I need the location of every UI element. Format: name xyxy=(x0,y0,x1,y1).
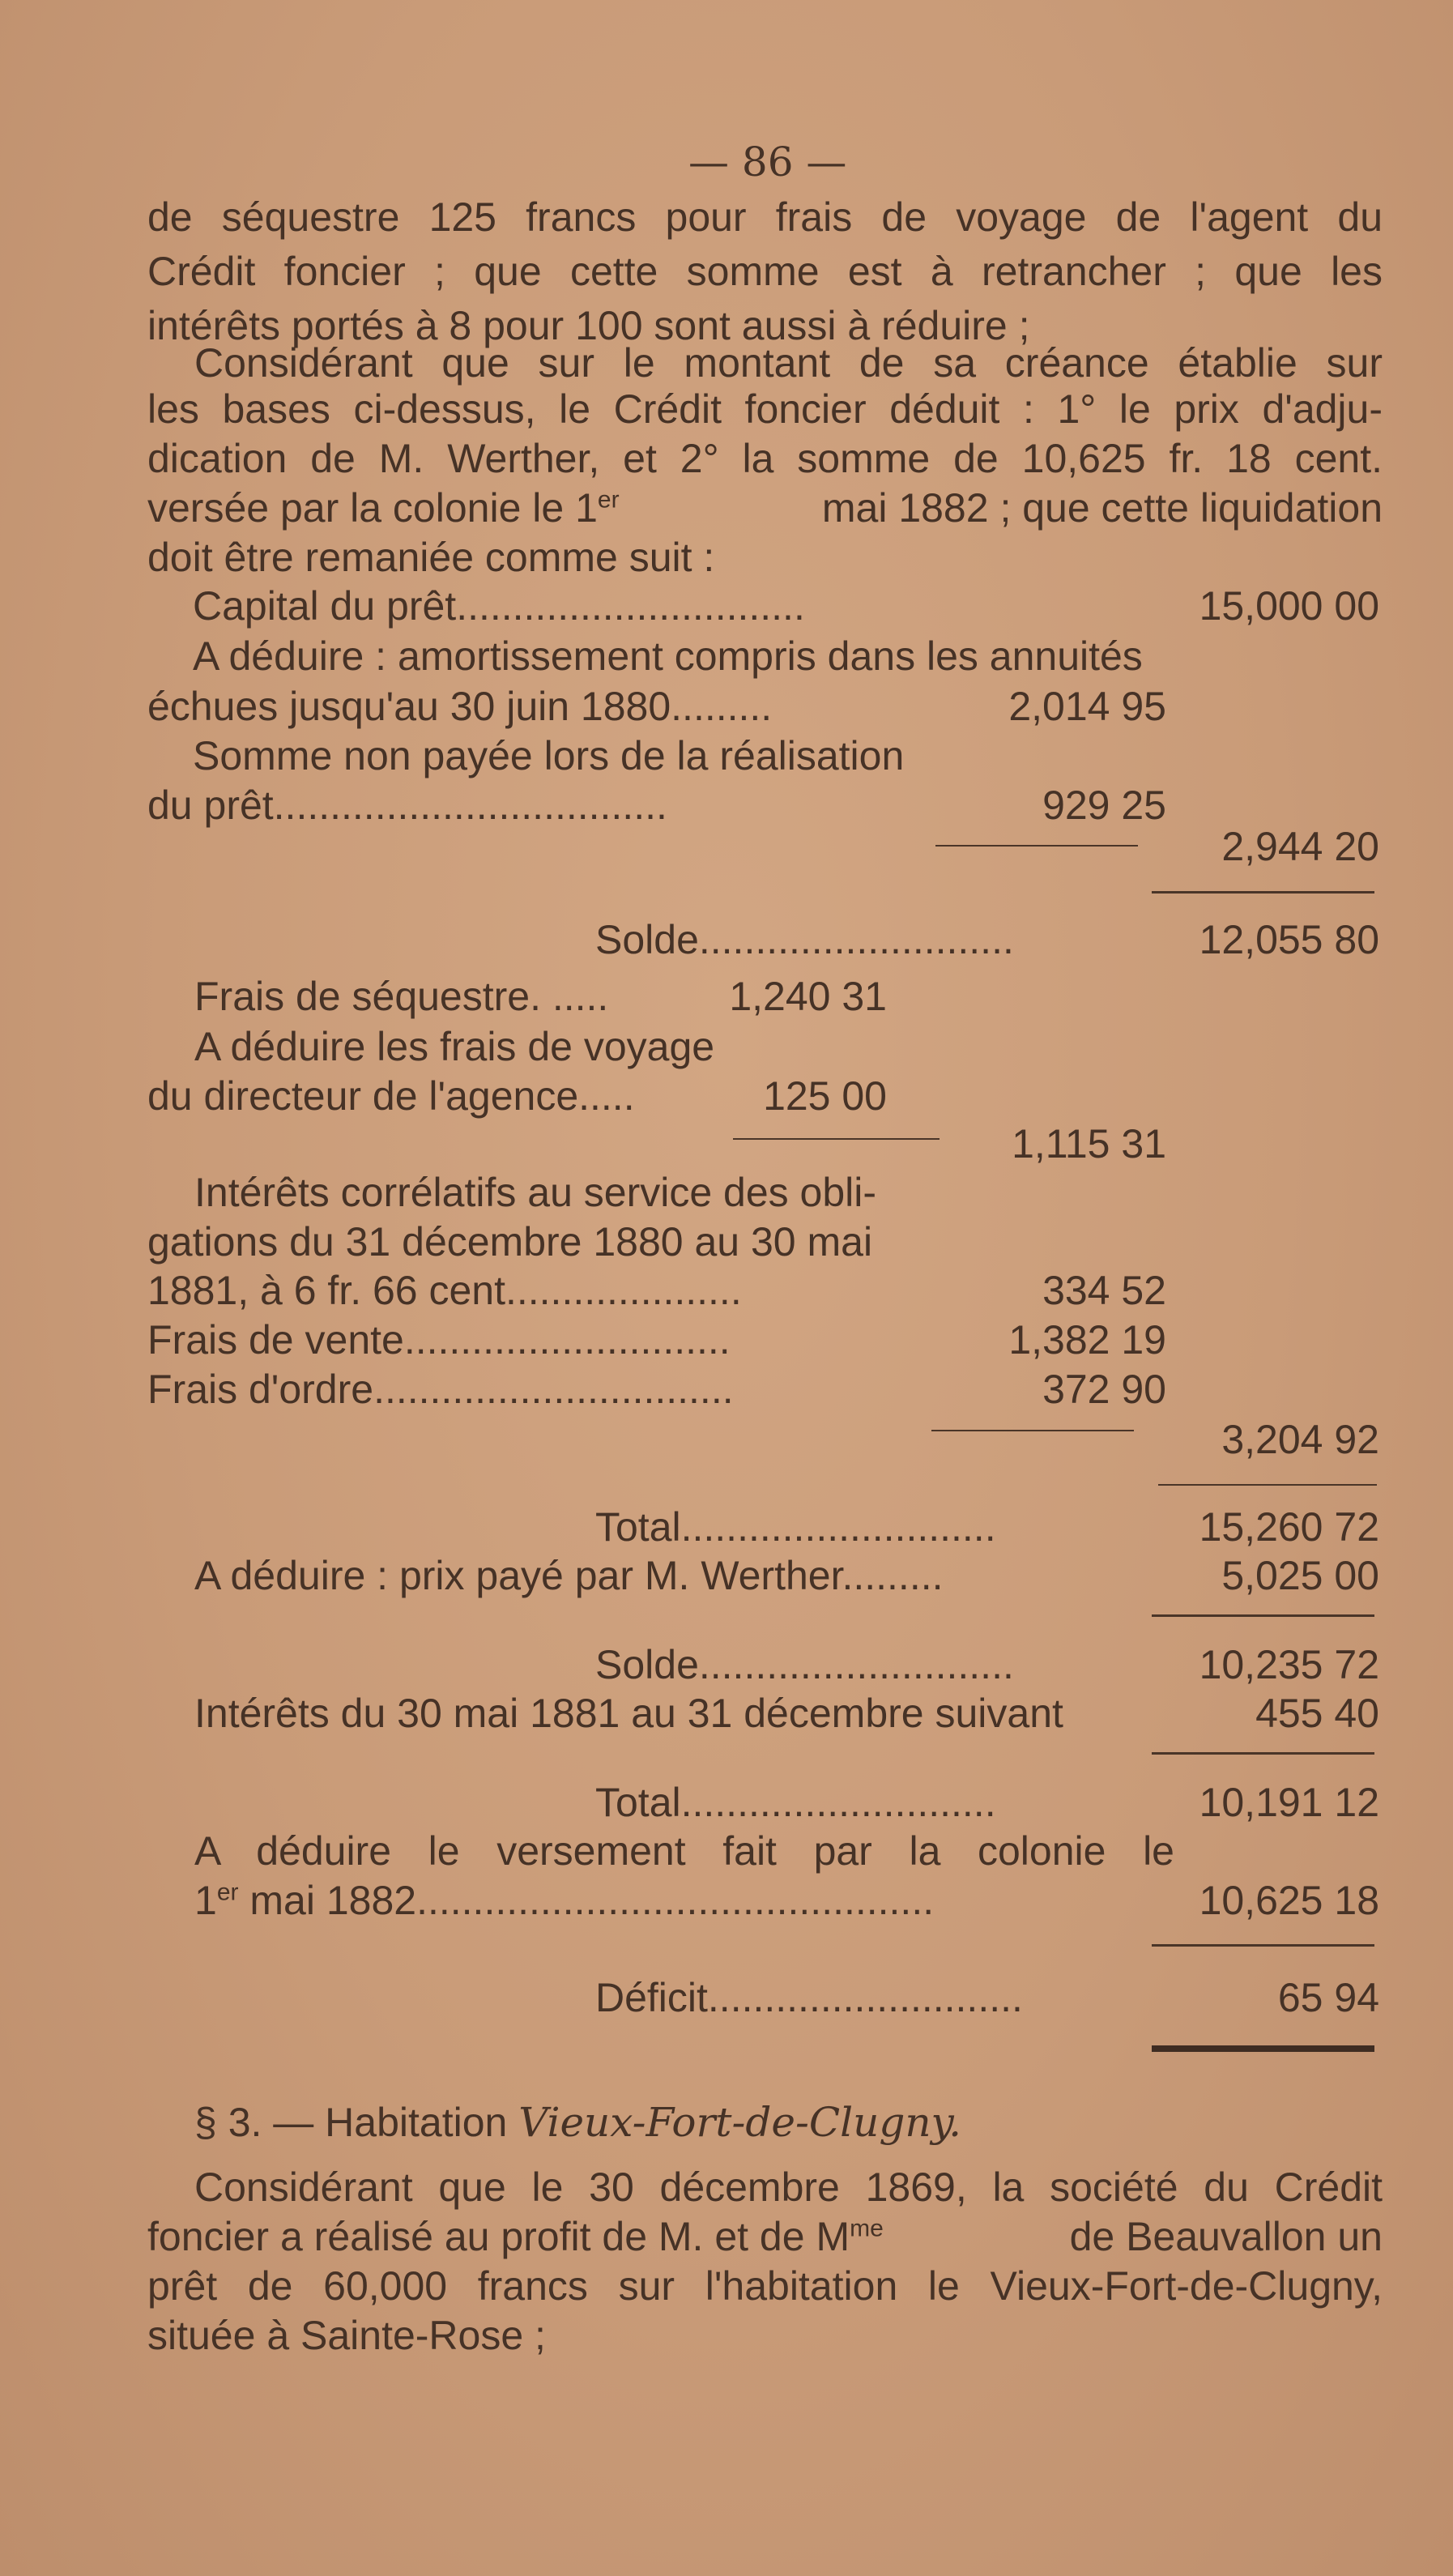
text-line: Crédit foncier ; que cette somme est à retrancher ; que les xyxy=(147,249,1383,294)
account-value: 15,260 72 xyxy=(1199,1504,1379,1550)
text-line: prêt de 60,000 francs sur l'habitation le Vieux-Fort-de-Clugny, xyxy=(147,2263,1383,2309)
account-label: échues jusqu'au 30 juin 1880......... xyxy=(147,684,773,729)
account-label: Solde............................ xyxy=(595,917,1014,962)
account-label: du prêt................................... xyxy=(147,783,667,828)
account-label: A déduire : amortissement compris dans les annuités xyxy=(193,633,1143,679)
account-label: Total............................ xyxy=(595,1780,996,1825)
rule xyxy=(935,845,1138,847)
text-fragment: mai 1882.............................................. xyxy=(249,1878,935,1923)
text-fragment: foncier a réalisé au profit de M. et de M xyxy=(147,2214,850,2259)
section-heading xyxy=(194,2098,961,2147)
text-line xyxy=(147,2212,1383,2261)
account-label: Somme non payée lors de la réalisation xyxy=(193,733,905,778)
account-value: 12,055 80 xyxy=(1199,917,1379,962)
text-fragment: versée par la colonie le xyxy=(147,485,565,531)
superscript: er xyxy=(216,1879,239,1906)
account-label: Frais de séquestre. ..... xyxy=(194,974,609,1019)
page-number: — 86 — xyxy=(688,139,847,186)
account-value: 65 94 xyxy=(1277,1975,1379,2020)
text-fragment: mai 1882 ; que cette liquidation xyxy=(821,485,1383,531)
heading-name: Vieux-Fort-de-Clugny. xyxy=(518,2099,962,2146)
text-line: Considérant que sur le montant de sa créance établie sur xyxy=(194,340,1383,386)
account-label: A déduire le versement fait par la colonie le xyxy=(194,1828,1174,1874)
account-label: gations du 31 décembre 1880 au 30 mai xyxy=(147,1219,873,1265)
text-fragment: de Beauvallon un xyxy=(1069,2214,1383,2259)
account-label: Frais de vente............................. xyxy=(147,1317,731,1363)
account-label: Solde............................ xyxy=(595,1642,1014,1687)
account-value: 1,115 31 xyxy=(1012,1121,1166,1166)
superscript: me xyxy=(850,2215,884,2242)
rule xyxy=(1152,1614,1374,1617)
heading-prefix: § 3. — Habitation xyxy=(194,2100,508,2145)
text-line: située à Sainte-Rose ; xyxy=(147,2313,546,2358)
account-label: Capital du prêt............................... xyxy=(193,583,805,629)
account-value: 10,191 12 xyxy=(1199,1780,1379,1825)
account-label: Total............................ xyxy=(595,1504,996,1550)
text-line: dication de M. Werther, et 2° la somme de 10,625 fr. 18 cent. xyxy=(147,436,1383,481)
rule xyxy=(733,1138,940,1140)
text-line: versée par la colonie le 1er mai 1882 ; que cette liquidation xyxy=(147,485,1383,531)
account-value: 2,944 20 xyxy=(1221,824,1379,869)
text-line: de séquestre 125 francs pour frais de voyage de l'agent du xyxy=(147,194,1383,240)
account-value: 2,014 95 xyxy=(1008,684,1166,729)
account-label: Déficit............................ xyxy=(595,1975,1023,2020)
account-label: 1er mai 1882.............................................. xyxy=(194,1878,935,1923)
account-value: 5,025 00 xyxy=(1221,1553,1379,1598)
account-label: 1881, à 6 fr. 66 cent..................... xyxy=(147,1268,742,1313)
account-label: du directeur de l'agence..... xyxy=(147,1073,635,1119)
account-value: 3,204 92 xyxy=(1221,1417,1379,1462)
account-value: 1,240 31 xyxy=(729,974,887,1019)
account-value: 334 52 xyxy=(1042,1268,1166,1313)
rule xyxy=(1152,2045,1374,2052)
superscript: er xyxy=(597,486,620,514)
text-line: les bases ci-dessus, le Crédit foncier déduit : 1° le prix d'adju- xyxy=(147,386,1383,432)
account-value: 15,000 00 xyxy=(1199,583,1379,629)
account-value: 125 00 xyxy=(763,1073,887,1119)
account-value: 10,235 72 xyxy=(1199,1642,1379,1687)
rule xyxy=(1152,1944,1374,1947)
rule xyxy=(1158,1484,1377,1486)
rule xyxy=(1152,891,1374,893)
account-label: Intérêts du 30 mai 1881 au 31 décembre suivant xyxy=(194,1691,1063,1736)
account-value: 10,625 18 xyxy=(1199,1878,1379,1923)
text-line: intérêts portés à 8 pour 100 sont aussi à réduire ; xyxy=(147,303,1030,348)
account-label: A déduire : prix payé par M. Werther......... xyxy=(194,1553,944,1598)
text-line: doit être remaniée comme suit : xyxy=(147,535,715,580)
account-value: 455 40 xyxy=(1255,1691,1379,1736)
account-label: A déduire les frais de voyage xyxy=(194,1024,715,1069)
text-line: Considérant que le 30 décembre 1869, la société du Crédit xyxy=(194,2164,1383,2210)
account-label: Intérêts corrélatifs au service des obli- xyxy=(194,1170,877,1215)
account-value: 372 90 xyxy=(1042,1367,1166,1412)
account-value: 1,382 19 xyxy=(1008,1317,1166,1363)
rule xyxy=(1152,1752,1374,1755)
rule xyxy=(931,1430,1134,1431)
account-label: Frais d'ordre................................ xyxy=(147,1367,734,1412)
account-value: 929 25 xyxy=(1042,783,1166,828)
